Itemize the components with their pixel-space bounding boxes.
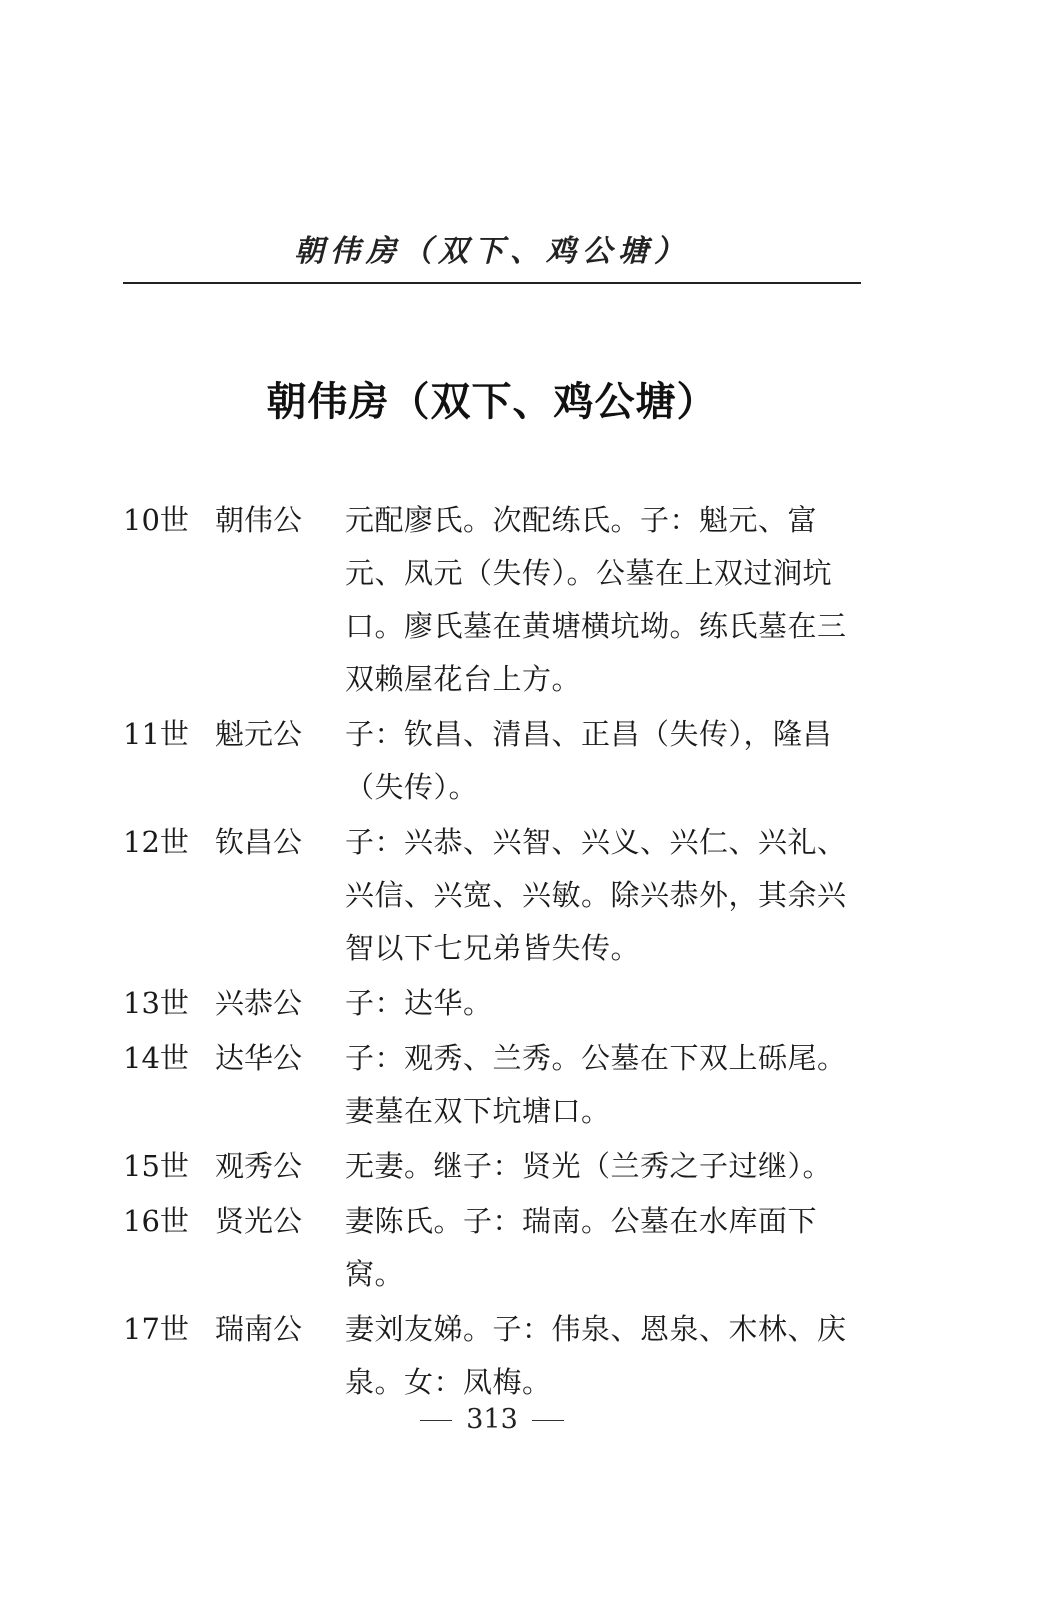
- running-header: 朝伟房（双下、鸡公塘）: [294, 234, 690, 269]
- entry-text: 妻陈氏。子：瑞南。公墓在水库面下窝。: [345, 1204, 818, 1291]
- generation-label: 16世: [123, 1204, 189, 1238]
- genealogy-entry: [123, 816, 863, 975]
- entry-text: 无妻。继子：贤光（兰秀之子过继）。: [345, 1149, 833, 1183]
- ancestor-name: 钦昌公: [215, 825, 303, 859]
- genealogy-entry: [123, 977, 863, 1030]
- page-number: 313: [466, 1404, 518, 1435]
- entry-text: 子：兴恭、兴智、兴义、兴仁、兴礼、兴信、兴宽、兴敏。除兴恭外，其余兴智以下七兄弟皆失传。: [345, 825, 847, 965]
- genealogy-entry: [123, 1140, 863, 1193]
- ancestor-name: 魁元公: [215, 717, 303, 751]
- genealogy-entry: [123, 1195, 863, 1301]
- page-number-footer: [123, 1404, 861, 1435]
- right-dash: [532, 1420, 564, 1421]
- entry-text: 子：钦昌、清昌、正昌（失传），隆昌（失传）。: [345, 717, 833, 804]
- generation-label: 17世: [123, 1312, 189, 1346]
- generation-label: 10世: [123, 503, 189, 537]
- genealogy-entry: [123, 494, 863, 706]
- entry-text: 子：达华。: [345, 986, 493, 1020]
- left-dash: [420, 1420, 452, 1421]
- genealogy-entries: [123, 494, 863, 1411]
- ancestor-name: 瑞南公: [215, 1312, 303, 1346]
- ancestor-name: 贤光公: [215, 1204, 303, 1238]
- generation-label: 11世: [123, 717, 189, 751]
- generation-label: 14世: [123, 1041, 189, 1075]
- entry-text: 元配廖氏。次配练氏。子：魁元、富元、凤元（失传）。公墓在上双过涧坑口。廖氏墓在黄塘横坑坳。练氏墓在三双赖屋花台上方。: [345, 503, 847, 696]
- generation-label: 13世: [123, 986, 189, 1020]
- genealogy-entry: [123, 1032, 863, 1138]
- generation-label: 15世: [123, 1149, 189, 1183]
- page-title: 朝伟房（双下、鸡公塘）: [266, 379, 718, 425]
- ancestor-name: 达华公: [215, 1041, 303, 1075]
- header-rule: [123, 282, 861, 284]
- entry-text: 子：观秀、兰秀。公墓在下双上砾尾。妻墓在双下坑塘口。: [345, 1041, 847, 1128]
- entry-text: 妻刘友娣。子：伟泉、恩泉、木林、庆泉。女：凤梅。: [345, 1312, 847, 1399]
- ancestor-name: 观秀公: [215, 1149, 303, 1183]
- genealogy-entry: [123, 1303, 863, 1409]
- genealogy-entry: [123, 708, 863, 814]
- generation-label: 12世: [123, 825, 189, 859]
- ancestor-name: 朝伟公: [215, 503, 303, 537]
- ancestor-name: 兴恭公: [215, 986, 303, 1020]
